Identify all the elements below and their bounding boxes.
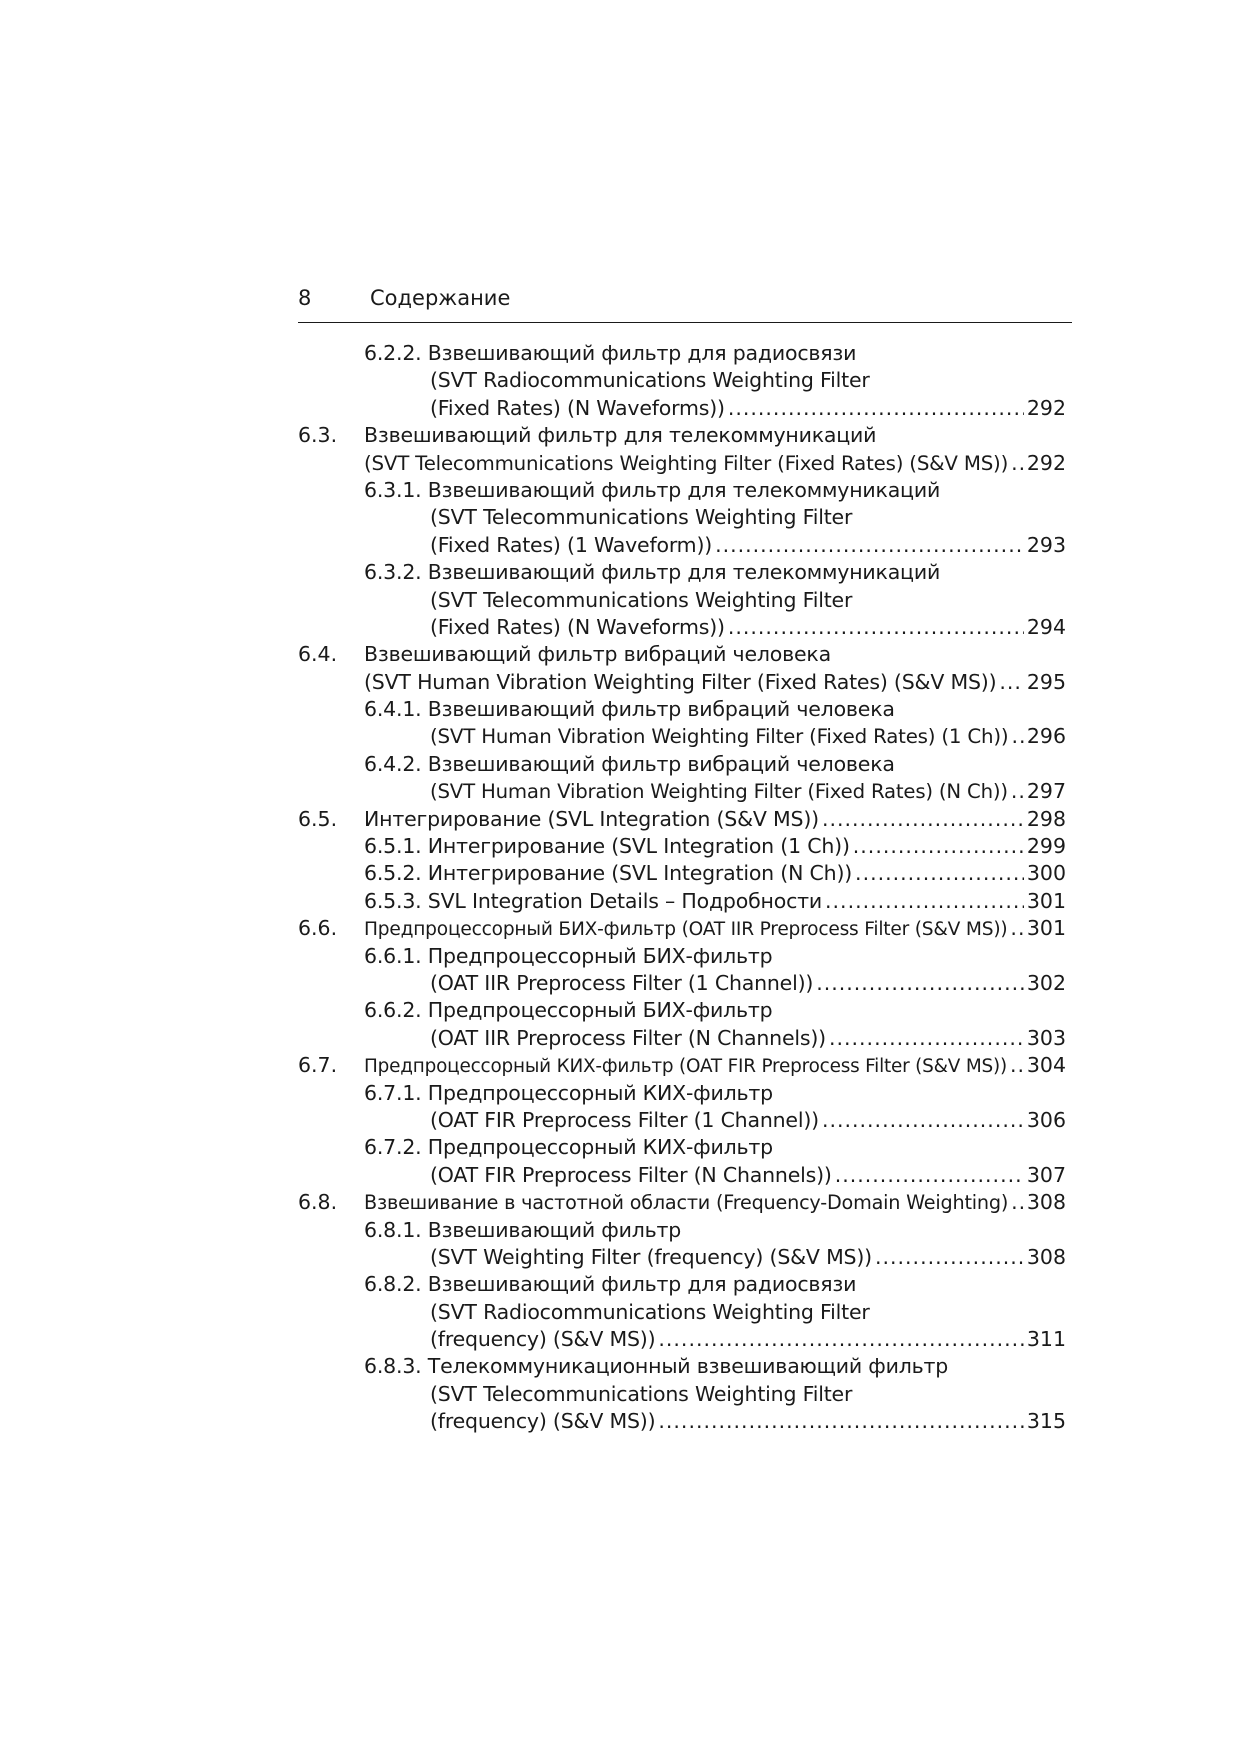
toc-number: 6.7. xyxy=(298,1053,338,1078)
toc-leader-dots xyxy=(1011,723,1023,750)
toc-leader-dots xyxy=(999,669,1023,696)
toc-leader-dots xyxy=(728,395,1024,422)
toc-entry xyxy=(298,1408,1066,1435)
toc-page-number: 302 xyxy=(1026,970,1066,995)
toc-page-number: 315 xyxy=(1026,1409,1066,1434)
toc-entry xyxy=(298,1052,1066,1079)
toc-page-number: 294 xyxy=(1026,614,1066,639)
toc-entry xyxy=(298,1244,1066,1271)
toc-title: (SVT Telecommunications Weighting Filter xyxy=(430,587,853,612)
toc-entry xyxy=(298,669,1066,696)
toc-title: 6.5.3. SVL Integration Details – Подробности xyxy=(364,888,823,913)
toc-title: (Fixed Rates) (N Waveforms)) xyxy=(430,614,725,639)
toc-entry xyxy=(298,915,1066,942)
toc-title: 6.5.1. Интегрирование (SVL Integration (1 Ch)) xyxy=(364,834,850,859)
toc-page-number: 295 xyxy=(1026,669,1066,694)
toc-entry xyxy=(298,1080,1066,1107)
toc-title: (Fixed Rates) (1 Waveform)) xyxy=(430,532,713,557)
toc-title: 6.2.2. Взвешивающий фильтр для радиосвязи xyxy=(364,341,857,365)
toc-entry xyxy=(298,696,1066,723)
toc-page-number: 308 xyxy=(1026,1244,1066,1269)
toc-leader-dots xyxy=(816,970,1024,997)
toc-title: Взвешивание в частотной области (Frequency-Domain Weighting) xyxy=(364,1191,1009,1215)
toc-entry xyxy=(298,1353,1066,1380)
toc-entry xyxy=(298,614,1066,641)
toc-entry xyxy=(298,888,1066,915)
toc-title: 6.8.1. Взвешивающий фильтр xyxy=(364,1217,682,1242)
toc-title: Взвешивающий фильтр вибраций человека xyxy=(364,642,831,667)
toc-entry xyxy=(298,778,1066,805)
toc-entry xyxy=(298,367,1066,394)
toc-title: (SVT Human Vibration Weighting Filter (Fixed Rates) (1 Ch)) xyxy=(430,725,1009,749)
toc-title: (SVT Radiocommunications Weighting Filter xyxy=(430,1299,870,1324)
toc-leader-dots xyxy=(658,1408,1023,1435)
toc-page-number: 297 xyxy=(1026,779,1066,804)
toc-title: (frequency) (S&V MS)) xyxy=(430,1409,656,1434)
toc-page-number: 296 xyxy=(1026,724,1066,749)
toc-entry xyxy=(298,806,1066,833)
toc-leader-dots xyxy=(875,1244,1024,1271)
table-of-contents xyxy=(298,340,1066,1436)
toc-entry xyxy=(298,1299,1066,1326)
toc-page-number: 306 xyxy=(1026,1107,1066,1132)
toc-page-number: 304 xyxy=(1026,1053,1066,1078)
toc-entry xyxy=(298,860,1066,887)
toc-page-number: 301 xyxy=(1026,916,1066,941)
toc-title: (SVT Telecommunications Weighting Filter xyxy=(430,505,853,530)
toc-title: (SVT Radiocommunications Weighting Filter xyxy=(430,368,870,393)
toc-entry xyxy=(298,477,1066,504)
toc-title: Предпроцессорный КИХ-фильтр (OAT FIR Preprocess Filter (S&V MS)) xyxy=(364,1056,1007,1078)
toc-title: Интегрирование (SVL Integration (S&V MS)) xyxy=(364,806,819,831)
toc-title: 6.5.2. Интегрирование (SVL Integration (N Ch)) xyxy=(364,861,853,886)
toc-entry xyxy=(298,997,1066,1024)
toc-title: 6.4.1. Взвешивающий фильтр вибраций человека xyxy=(364,697,895,722)
toc-leader-dots xyxy=(853,833,1024,860)
toc-entry xyxy=(298,1326,1066,1353)
toc-entry xyxy=(298,1107,1066,1134)
toc-page-number: 303 xyxy=(1026,1025,1066,1050)
toc-title: (SVT Human Vibration Weighting Filter (Fixed Rates) (N Ch)) xyxy=(430,780,1008,804)
toc-entry xyxy=(298,1162,1066,1189)
toc-entry xyxy=(298,1134,1066,1161)
toc-title: (OAT IIR Preprocess Filter (1 Channel)) xyxy=(430,970,814,995)
page-number: 8 xyxy=(298,286,312,310)
toc-page-number: 300 xyxy=(1026,861,1066,886)
toc-page-number: 311 xyxy=(1026,1327,1066,1352)
toc-entry xyxy=(298,587,1066,614)
toc-entry xyxy=(298,504,1066,531)
toc-page-number: 307 xyxy=(1026,1162,1066,1187)
toc-number: 6.8. xyxy=(298,1190,338,1215)
toc-leader-dots xyxy=(825,888,1024,915)
toc-title: (frequency) (S&V MS)) xyxy=(430,1327,656,1352)
toc-title: (SVT Telecommunications Weighting Filter (Fixed Rates) (S&V MS)) xyxy=(364,451,1009,475)
toc-title: 6.7.1. Предпроцессорный КИХ-фильтр xyxy=(364,1080,773,1105)
toc-page-number: 308 xyxy=(1026,1190,1066,1215)
toc-entry xyxy=(298,559,1066,586)
toc-title: (SVT Telecommunications Weighting Filter xyxy=(430,1381,853,1406)
toc-number: 6.5. xyxy=(298,806,338,831)
toc-entry xyxy=(298,943,1066,970)
toc-entry xyxy=(298,1217,1066,1244)
toc-title: (OAT FIR Preprocess Filter (N Channels)) xyxy=(430,1162,832,1187)
toc-entry xyxy=(298,395,1066,422)
toc-leader-dots xyxy=(1010,915,1023,942)
toc-entry xyxy=(298,641,1066,668)
toc-title: 6.4.2. Взвешивающий фильтр вибраций человека xyxy=(364,751,895,776)
toc-page-number: 298 xyxy=(1026,806,1066,831)
toc-title: (OAT IIR Preprocess Filter (N Channels)) xyxy=(430,1025,826,1050)
toc-entry xyxy=(298,1381,1066,1408)
toc-title: 6.8.3. Телекоммуникационный взвешивающий фильтр xyxy=(364,1354,949,1379)
toc-leader-dots xyxy=(715,532,1024,559)
toc-leader-dots xyxy=(728,614,1024,641)
toc-leader-dots xyxy=(658,1326,1023,1353)
toc-title: 6.3.2. Взвешивающий фильтр для телекоммуникаций xyxy=(364,560,941,585)
toc-title: (OAT FIR Preprocess Filter (1 Channel)) xyxy=(430,1107,819,1132)
toc-leader-dots xyxy=(829,1025,1024,1052)
toc-page-number: 299 xyxy=(1026,834,1066,859)
toc-page-number: 292 xyxy=(1026,450,1066,475)
toc-entry xyxy=(298,1189,1066,1216)
toc-leader-dots xyxy=(1011,1189,1024,1216)
toc-title: 6.7.2. Предпроцессорный КИХ-фильтр xyxy=(364,1135,773,1160)
toc-entry xyxy=(298,1271,1066,1298)
toc-title: (SVT Weighting Filter (frequency) (S&V MS)) xyxy=(430,1244,872,1269)
page-header xyxy=(298,284,1072,323)
toc-entry xyxy=(298,532,1066,559)
toc-title: 6.8.2. Взвешивающий фильтр для радиосвязи xyxy=(364,1272,857,1297)
toc-title: 6.3.1. Взвешивающий фильтр для телекоммуникаций xyxy=(364,477,941,502)
toc-number: 6.4. xyxy=(298,642,338,667)
toc-leader-dots xyxy=(1011,778,1024,805)
toc-title: 6.6.1. Предпроцессорный БИХ-фильтр xyxy=(364,943,773,968)
toc-title: Предпроцессорный БИХ-фильтр (OAT IIR Preprocess Filter (S&V MS)) xyxy=(364,919,1008,941)
toc-entry xyxy=(298,422,1066,449)
toc-entry xyxy=(298,970,1066,997)
toc-page-number: 292 xyxy=(1026,395,1066,420)
toc-title: (Fixed Rates) (N Waveforms)) xyxy=(430,395,725,420)
running-title: Содержание xyxy=(370,286,511,310)
toc-leader-dots xyxy=(1010,1052,1024,1079)
toc-entry xyxy=(298,833,1066,860)
toc-title: (SVT Human Vibration Weighting Filter (Fixed Rates) (S&V MS)) xyxy=(364,669,997,694)
toc-page-number: 293 xyxy=(1026,532,1066,557)
toc-leader-dots xyxy=(855,860,1024,887)
toc-entry xyxy=(298,450,1066,477)
toc-leader-dots xyxy=(822,1107,1024,1134)
toc-leader-dots xyxy=(1011,450,1024,477)
toc-entry xyxy=(298,751,1066,778)
toc-page-number: 301 xyxy=(1026,888,1066,913)
toc-number: 6.6. xyxy=(298,916,338,941)
toc-entry xyxy=(298,340,1066,367)
toc-title: Взвешивающий фильтр для телекоммуникаций xyxy=(364,423,877,448)
toc-entry xyxy=(298,1025,1066,1052)
toc-leader-dots xyxy=(835,1162,1024,1189)
toc-number: 6.3. xyxy=(298,423,338,448)
toc-entry xyxy=(298,723,1066,750)
toc-title: 6.6.2. Предпроцессорный БИХ-фильтр xyxy=(364,998,773,1023)
toc-leader-dots xyxy=(822,806,1024,833)
